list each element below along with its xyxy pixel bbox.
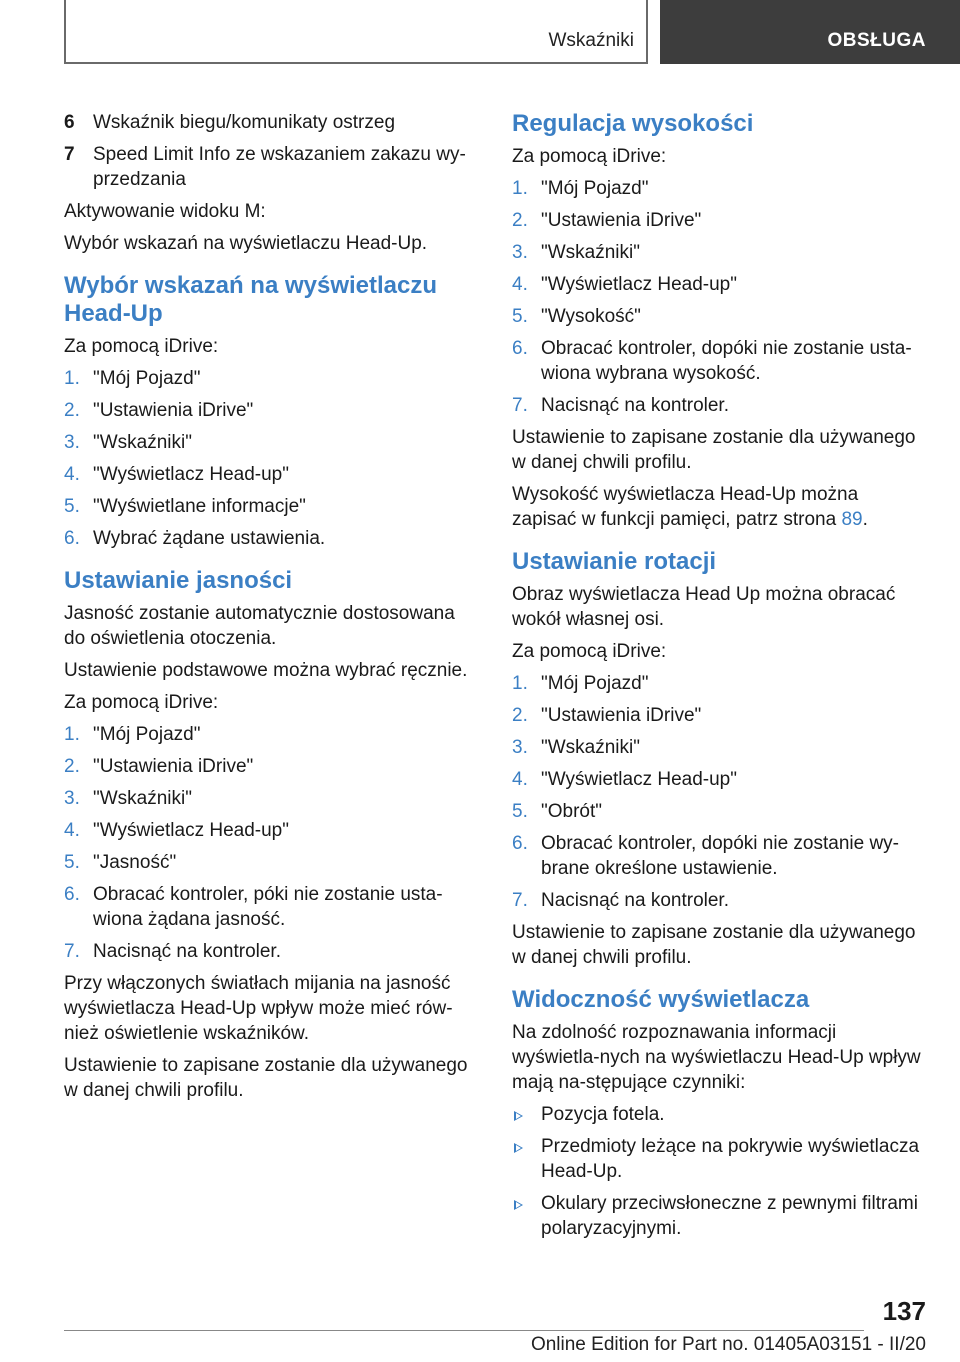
step-text: "Wyświetlacz Head-up" (541, 274, 737, 295)
paragraph: Ustawienie to zapisane zostanie dla używanego w danej chwili profilu. (64, 1055, 468, 1101)
step-text: "Mój Pojazd" (93, 368, 201, 389)
paragraph: Ustawienie to zapisane zostanie dla używanego w danej chwili profilu. (512, 922, 916, 968)
paragraph: Jasność zostanie automatycznie dostosowana do oświetlenia otoczenia. (64, 603, 455, 649)
step-number: 5. (64, 496, 80, 517)
paragraph: Przy włączonych światłach mijania na jasność wyświetlacza Head-Up wpływ może mieć rów-nież oświetlenie wskaźników. (64, 973, 453, 1044)
step-item (64, 366, 468, 391)
step-text: Obracać kontroler, dopóki nie zostanie usta-wiona wybrana wysokość. (541, 338, 912, 384)
step-text: Obracać kontroler, dopóki nie zostanie wy-brane określone ustawienie. (541, 833, 900, 879)
step-text: "Ustawienia iDrive" (93, 400, 254, 421)
step-text: "Mój Pojazd" (541, 178, 649, 199)
step-text: "Wskaźniki" (541, 242, 640, 263)
step-item (64, 754, 468, 779)
steps-list (512, 671, 926, 913)
bullet-text: Okulary przeciwsłoneczne z pewnymi filtrami polaryzacyjnymi. (541, 1193, 918, 1239)
step-item (512, 393, 926, 418)
step-number: 6. (64, 884, 80, 905)
paragraph-text: Wysokość wyświetlacza Head-Up można zapisać w funkcji pamięci, patrz strona (512, 484, 859, 530)
paragraph: Za pomocą iDrive: (512, 146, 667, 167)
step-item (512, 888, 926, 913)
step-number: 2. (64, 400, 80, 421)
bullet-text: Pozycja fotela. (541, 1104, 665, 1125)
step-text: "Obrót" (541, 801, 603, 822)
section-heading: Regulacja wysokości (512, 110, 754, 137)
step-text: "Wyświetlacz Head-up" (93, 464, 289, 485)
step-number: 4. (512, 274, 528, 295)
step-number: 6. (512, 833, 528, 854)
section-heading: Ustawianie jasności (64, 567, 293, 594)
step-item (512, 703, 926, 728)
legend-key: 6 (64, 112, 75, 133)
steps-list (64, 366, 468, 551)
step-item (64, 398, 468, 423)
step-number: 7. (512, 395, 528, 416)
step-text: "Wyświetlane informacje" (93, 496, 306, 517)
legend-item (64, 142, 468, 192)
step-text: "Ustawienia iDrive" (541, 210, 702, 231)
step-item (64, 722, 468, 747)
step-text: "Ustawienia iDrive" (541, 705, 702, 726)
page-reference-link[interactable]: 89 (841, 509, 863, 530)
step-item (512, 336, 926, 386)
step-item (512, 735, 926, 760)
step-text: "Wyświetlacz Head-up" (93, 820, 289, 841)
step-item (64, 850, 468, 875)
step-text: "Wskaźniki" (93, 788, 192, 809)
step-item (512, 767, 926, 792)
left-column (64, 110, 468, 1110)
step-item (512, 304, 926, 329)
triangle-bullet-icon (514, 1200, 523, 1210)
step-text: Nacisnąć na kontroler. (541, 395, 729, 416)
bullet-item (512, 1102, 926, 1127)
legend (64, 110, 468, 192)
step-item (64, 939, 468, 964)
step-item (64, 494, 468, 519)
step-number: 3. (512, 737, 528, 758)
steps-list (512, 176, 926, 418)
step-number: 2. (512, 705, 528, 726)
step-item (512, 671, 926, 696)
step-text: Nacisnąć na kontroler. (93, 941, 281, 962)
step-text: Wybrać żądane ustawienia. (93, 528, 326, 549)
paragraph: Aktywowanie widoku M: (64, 201, 266, 222)
step-number: 1. (512, 673, 528, 694)
step-number: 3. (64, 788, 80, 809)
paragraph: Za pomocą iDrive: (64, 692, 219, 713)
bullet-text: Przedmioty leżące na pokrywie wyświetlacza Head-Up. (541, 1136, 920, 1182)
step-number: 1. (512, 178, 528, 199)
paragraph: Ustawienie podstawowe można wybrać ręcznie. (64, 660, 468, 681)
triangle-bullet-icon (514, 1143, 523, 1153)
step-text: "Wskaźniki" (541, 737, 640, 758)
step-number: 1. (64, 724, 80, 745)
paragraph: Obraz wyświetlacza Head Up można obracać wokół własnej osi. (512, 584, 896, 630)
bullet-item (512, 1134, 926, 1184)
legend-key: 7 (64, 144, 75, 165)
step-number: 6. (64, 528, 80, 549)
legend-text: Speed Limit Info ze wskazaniem zakazu wy-przedzania (93, 144, 466, 190)
paragraph: Wybór wskazań na wyświetlaczu Head-Up. (64, 233, 428, 254)
step-item (64, 818, 468, 843)
step-number: 4. (64, 820, 80, 841)
step-number: 2. (64, 756, 80, 777)
step-item (512, 240, 926, 265)
step-item (512, 831, 926, 881)
step-text: "Mój Pojazd" (93, 724, 201, 745)
step-number: 4. (64, 464, 80, 485)
step-item (64, 462, 468, 487)
step-number: 4. (512, 769, 528, 790)
step-text: "Wyświetlacz Head-up" (541, 769, 737, 790)
step-text: Obracać kontroler, póki nie zostanie usta-wiona żądana jasność. (93, 884, 443, 930)
step-text: "Mój Pojazd" (541, 673, 649, 694)
page-number: 137 (882, 1296, 926, 1326)
bullet-item (512, 1191, 926, 1241)
step-number: 3. (64, 432, 80, 453)
step-number: 7. (64, 941, 80, 962)
legend-item (64, 110, 468, 135)
step-item (512, 272, 926, 297)
step-text: "Jasność" (93, 852, 177, 873)
legend-text: Wskaźnik biegu/komunikaty ostrzeg (93, 112, 396, 133)
paragraph: Ustawienie to zapisane zostanie dla używanego w danej chwili profilu. (512, 427, 916, 473)
edition-note: Online Edition for Part no. 01405A03151 - II/20 (530, 1334, 926, 1355)
step-item (512, 176, 926, 201)
steps-list (64, 722, 468, 964)
step-item (512, 799, 926, 824)
step-number: 7. (512, 890, 528, 911)
chapter-tab (660, 0, 960, 64)
paragraph: Na zdolność rozpoznawania informacji wyświetla-nych na wyświetlaczu Head-Up wpływ mają na-stępujące czynniki: (512, 1022, 921, 1093)
paragraph-text: . (862, 509, 868, 530)
step-number: 3. (512, 242, 528, 263)
triangle-bullet-icon (514, 1111, 523, 1121)
step-number: 5. (64, 852, 80, 873)
step-item (64, 786, 468, 811)
bullet-list (512, 1102, 926, 1241)
paragraph: Za pomocą iDrive: (64, 336, 219, 357)
step-number: 5. (512, 801, 528, 822)
step-text: Nacisnąć na kontroler. (541, 890, 729, 911)
section-title: Wskaźniki (548, 30, 634, 51)
step-number: 2. (512, 210, 528, 231)
step-item (64, 526, 468, 551)
step-item (64, 882, 468, 932)
step-text: "Wskaźniki" (93, 432, 192, 453)
paragraph: Za pomocą iDrive: (512, 641, 667, 662)
step-item (64, 430, 468, 455)
right-column (512, 110, 926, 1248)
step-text: "Ustawienia iDrive" (93, 756, 254, 777)
section-heading: Widoczność wyświetlacza (512, 986, 810, 1013)
section-heading: Ustawianie rotacji (512, 548, 717, 575)
step-item (512, 208, 926, 233)
step-number: 5. (512, 306, 528, 327)
step-text: "Wysokość" (541, 306, 641, 327)
chapter-title: OBSŁUGA (827, 30, 926, 51)
section-heading: Wybór wskazań na wyświetlaczu Head-Up (64, 272, 438, 327)
footer-divider (64, 1330, 864, 1331)
paragraph (512, 482, 926, 532)
step-number: 1. (64, 368, 80, 389)
step-number: 6. (512, 338, 528, 359)
